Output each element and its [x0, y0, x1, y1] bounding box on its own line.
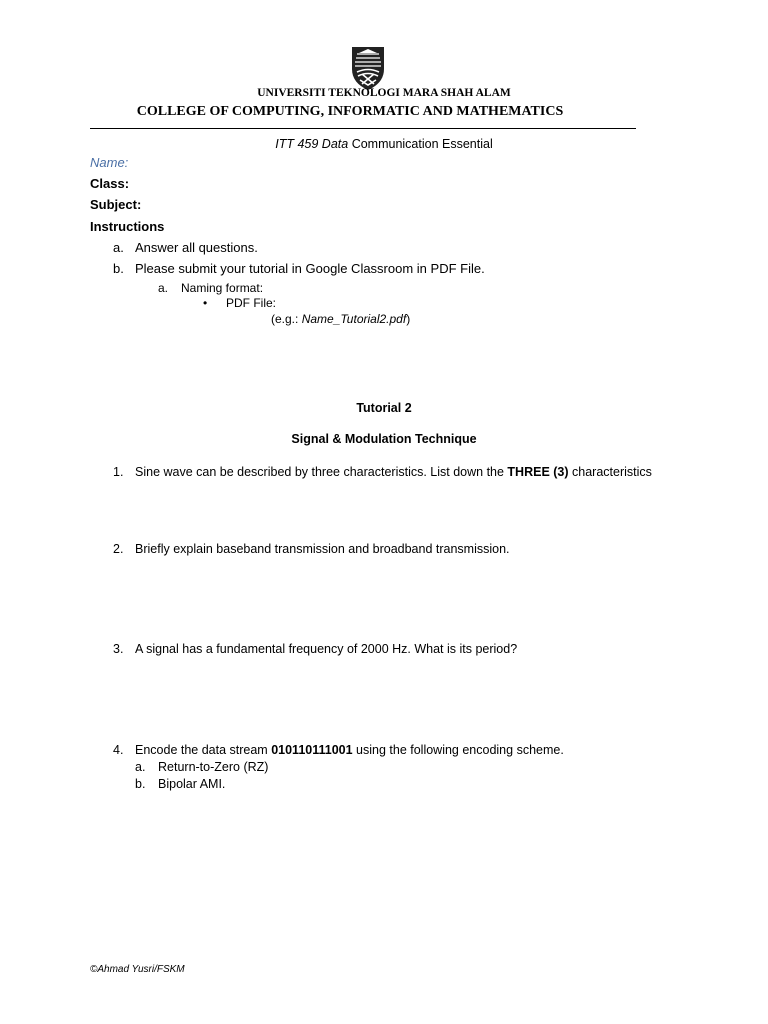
subject-label: Subject: — [90, 197, 142, 212]
question-text — [135, 741, 670, 760]
question-number: 3. — [113, 642, 124, 656]
name-label: Name: — [90, 155, 129, 170]
question-text-part: Encode the data stream — [135, 743, 272, 757]
tutorial-subtitle: Signal & Modulation Technique — [291, 432, 477, 446]
question-number: 4. — [113, 743, 124, 757]
list-marker: b. — [113, 261, 124, 276]
example-suffix: ) — [406, 312, 411, 326]
question-text-part: using the following encoding scheme. — [352, 743, 564, 757]
question-text-part: characteristics — [568, 465, 652, 479]
class-label: Class: — [90, 176, 130, 191]
question-item — [113, 463, 670, 482]
list-marker: a. — [158, 281, 169, 295]
question-item — [113, 640, 670, 659]
question-number: 2. — [113, 542, 124, 556]
question-number: 1. — [113, 465, 124, 479]
footer-copyright: ©Ahmad Yusri/FSKM — [90, 964, 185, 975]
example-filename: Name_Tutorial2.pdf — [301, 312, 407, 326]
question-emphasis: 010110111001 — [271, 743, 353, 757]
question-emphasis: THREE (3) — [507, 465, 569, 479]
list-marker: a. — [113, 240, 124, 255]
tutorial-title: Tutorial 2 — [356, 401, 412, 415]
university-logo-icon — [349, 45, 387, 91]
question-text — [135, 463, 670, 482]
course-name: Communication Essential — [348, 137, 493, 151]
question-text-part: Sine wave can be described by three characteristics. List down the — [135, 465, 508, 479]
example-prefix: (e.g.: — [271, 312, 302, 326]
course-title — [0, 137, 768, 151]
option-text: Return-to-Zero (RZ) — [158, 760, 269, 774]
instruction-text: Answer all questions. — [135, 240, 258, 255]
question-item — [113, 540, 670, 559]
option-text: Bipolar AMI. — [158, 777, 226, 791]
instructions-heading: Instructions — [90, 219, 165, 234]
university-name: UNIVERSITI TEKNOLOGI MARA SHAH ALAM — [257, 87, 511, 99]
header-divider — [90, 128, 636, 129]
course-code: ITT 459 Data — [275, 137, 349, 151]
sub-instruction-text: Naming format: — [181, 281, 264, 295]
list-marker: a. — [135, 760, 146, 774]
college-name: COLLEGE OF COMPUTING, INFORMATIC AND MATHEMATICS — [136, 104, 564, 119]
question-text: A signal has a fundamental frequency of 2000 Hz. What is its period? — [135, 642, 518, 656]
question-item — [113, 741, 670, 760]
list-marker: b. — [135, 777, 146, 791]
bullet-text: PDF File: — [226, 296, 277, 310]
question-text: Briefly explain baseband transmission and broadband transmission. — [135, 542, 510, 556]
filename-example — [271, 312, 410, 326]
instruction-text: Please submit your tutorial in Google Classroom in PDF File. — [135, 261, 485, 276]
bullet-icon: • — [203, 296, 208, 310]
